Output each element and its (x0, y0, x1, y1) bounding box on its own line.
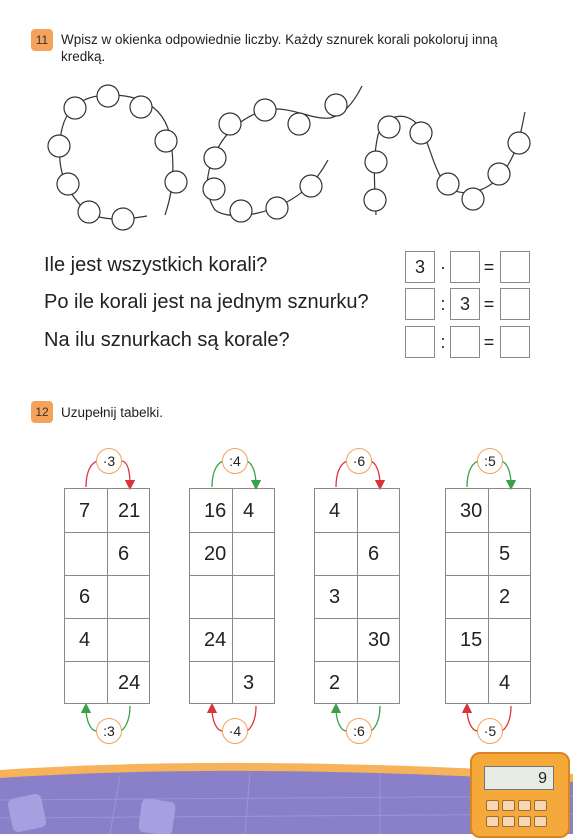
table-cell[interactable]: 24 (204, 629, 227, 651)
table-3-top-operator: ·6 (346, 448, 372, 474)
table-2 (189, 488, 275, 704)
table-cell[interactable]: 30 (368, 629, 391, 651)
table-cell[interactable]: 6 (79, 586, 91, 608)
table-cell[interactable]: 20 (204, 543, 227, 565)
table-1 (64, 488, 150, 704)
operator: = (483, 332, 495, 352)
calculator-display: 9 (484, 766, 554, 790)
table-cell[interactable]: 5 (499, 543, 511, 565)
operator: · (440, 257, 446, 277)
table-cell[interactable] (233, 532, 276, 575)
calculator-illustration (470, 752, 570, 838)
question-2-text: Po ile korali jest na jednym sznurku? (44, 291, 369, 313)
table-cell[interactable] (446, 575, 489, 618)
table-4-bottom-operator: ·5 (477, 718, 503, 744)
table-cell[interactable] (190, 661, 233, 704)
task-12-badge: 12 (31, 401, 53, 423)
table-1-top-operator: ·3 (96, 448, 122, 474)
table-cell[interactable] (358, 489, 401, 532)
question-1-text: Ile jest wszystkich korali? (44, 254, 268, 276)
table-cell[interactable] (65, 532, 108, 575)
table-cell[interactable] (108, 618, 151, 661)
table-cell[interactable] (190, 575, 233, 618)
calculator-key (502, 816, 515, 827)
table-cell[interactable]: 4 (329, 500, 341, 522)
task-11-badge: 11 (31, 29, 53, 51)
calculator-key (518, 816, 531, 827)
table-2-bottom-operator: ·4 (222, 718, 248, 744)
table-cell[interactable] (358, 575, 401, 618)
table-cell[interactable] (446, 661, 489, 704)
calculator-key (486, 816, 499, 827)
table-3-bottom-operator: :6 (346, 718, 372, 744)
table-cell[interactable]: 2 (499, 586, 511, 608)
table-cell[interactable] (315, 618, 358, 661)
table-cell[interactable]: 7 (79, 500, 91, 522)
table-2-top-operator: :4 (222, 448, 248, 474)
calculator-key (534, 816, 547, 827)
table-cell[interactable]: 24 (118, 672, 141, 694)
table-cell[interactable]: 3 (243, 672, 255, 694)
calculator-key (502, 800, 515, 811)
table-cell[interactable] (446, 532, 489, 575)
operator: : (440, 332, 446, 352)
task-12-instruction: Uzupełnij tabelki. (61, 405, 164, 420)
operator: = (483, 294, 495, 314)
calculator-key (518, 800, 531, 811)
operator: : (440, 294, 446, 314)
table-cell[interactable] (489, 489, 532, 532)
table-cell[interactable]: 6 (368, 543, 380, 565)
table-cell[interactable] (108, 575, 151, 618)
task-11-instruction: Wpisz w okienka odpowiednie liczby. Każdy sznurek korali pokoloruj inną kredką. (61, 32, 498, 64)
table-4-top-operator: :5 (477, 448, 503, 474)
table-cell[interactable]: 21 (118, 500, 141, 522)
table-cell[interactable] (489, 618, 532, 661)
question-3-text: Na ilu sznurkach są korale? (44, 329, 290, 351)
table-cell[interactable] (233, 618, 276, 661)
calculator-key (534, 800, 547, 811)
table-cell[interactable]: 4 (79, 629, 91, 651)
table-3 (314, 488, 400, 704)
table-cell[interactable] (315, 532, 358, 575)
table-cell[interactable]: 2 (329, 672, 341, 694)
table-cell[interactable] (233, 575, 276, 618)
table-4 (445, 488, 531, 704)
table-cell[interactable] (358, 661, 401, 704)
table-cell[interactable]: 30 (460, 500, 483, 522)
table-cell[interactable]: 6 (118, 543, 130, 565)
table-cell[interactable]: 16 (204, 500, 227, 522)
table-cell[interactable]: 15 (460, 629, 483, 651)
calculator-key (486, 800, 499, 811)
operator: = (483, 257, 495, 277)
answer-box[interactable]: 3 (405, 251, 435, 283)
table-cell[interactable]: 4 (243, 500, 255, 522)
table-1-bottom-operator: :3 (96, 718, 122, 744)
table-cell[interactable] (65, 661, 108, 704)
table-cell[interactable]: 4 (499, 672, 511, 694)
answer-box[interactable]: 3 (450, 288, 480, 320)
table-cell[interactable]: 3 (329, 586, 341, 608)
